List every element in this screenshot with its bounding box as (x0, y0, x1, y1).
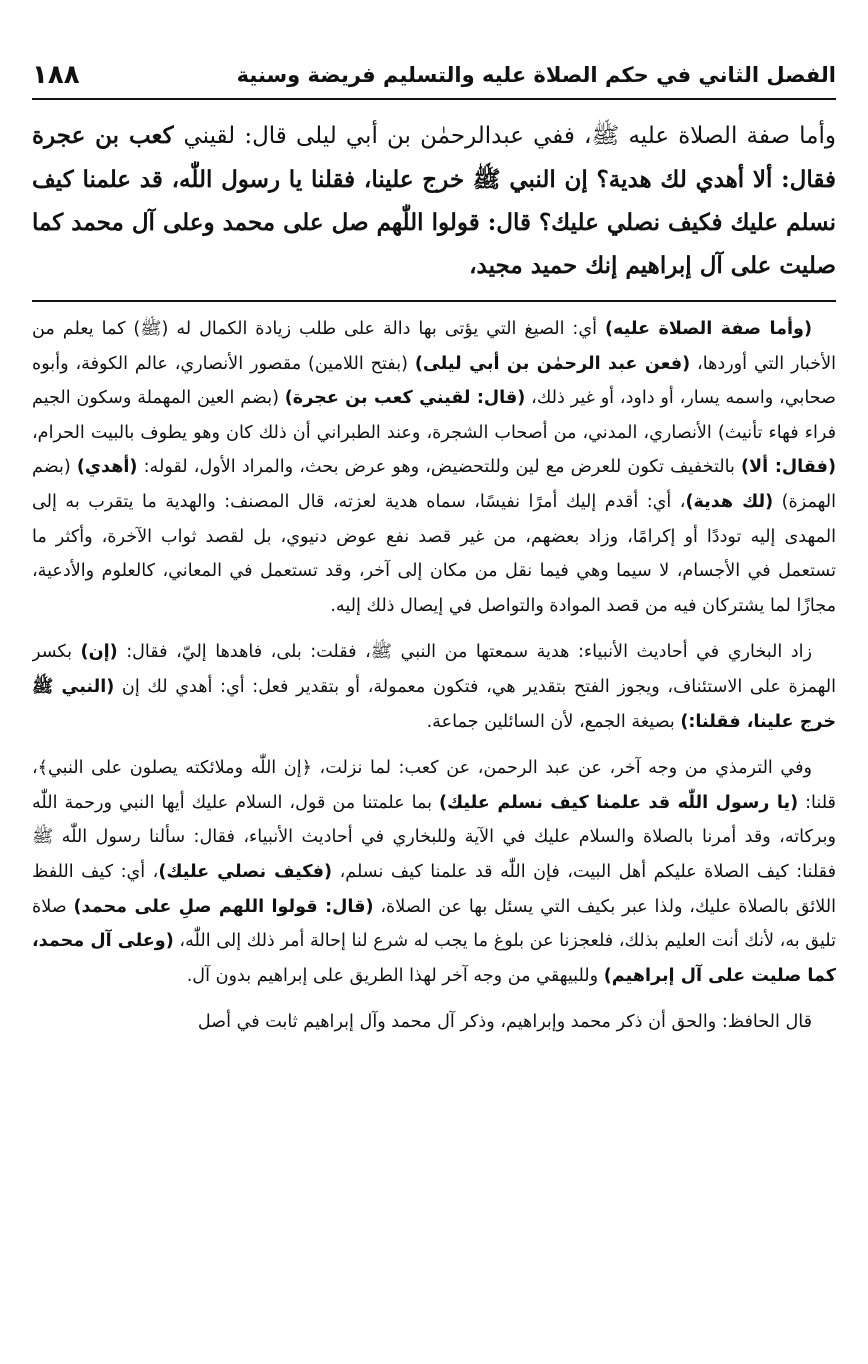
commentary-paragraph-1 (32, 312, 836, 623)
page-number: ١٨٨ (32, 60, 80, 90)
commentary-quoted-text: (فعن عبد الرحمٰن بن أبي ليلى) (414, 353, 691, 374)
commentary-text: زاد البخاري في أحاديث الأنبياء: هدية سمعتها من النبي ﷺ، فقلت: بلى، فاهدها إليّ، فقال: (117, 642, 812, 663)
commentary-quoted-text: (فقال: ألا) (741, 457, 836, 478)
commentary-quoted-text: (يا رسول اللّٰه قد علمنا كيف نسلم عليك) (439, 792, 799, 813)
commentary-quoted-text: (إن) (80, 642, 118, 663)
footnote-divider (32, 300, 836, 302)
commentary (32, 312, 836, 1352)
commentary-paragraph-2 (32, 635, 836, 739)
commentary-quoted-text: (النبي ﷺ خرج علينا، فقلنا:) (32, 676, 836, 732)
commentary-text: وفي الترمذي من وجه آخر، عن عبد الرحمن، عن كعب: لما نزلت، ﴿إن اللّٰه وملائكته يصلون على النبي﴾، قلنا: (32, 758, 836, 813)
commentary-paragraph-4 (32, 1005, 836, 1040)
commentary-quoted-text: (قال: لقيني كعب بن عجرة) (284, 388, 526, 409)
commentary-quoted-text: (لك هدية) (685, 491, 774, 512)
commentary-text: وللبيهقي من وجه آخر لهذا الطريق على إبراهيم بدون آل. (186, 965, 604, 986)
main-text-hadith: كعب بن عجرة فقال: ألا أهدي لك هدية؟ إن النبي ﷺ خرج علينا، فقلنا يا رسول اللّٰه، قد علمنا كيف نسلم عليك فكيف نصلي عليك؟ قال: قولوا اللّٰهم صل على محمد وعلى آل محمد كما صليت على آل إبراهيم إنك حميد مجيد، (32, 122, 836, 279)
chapter-title: الفصل الثاني في حكم الصلاة عليه والتسليم فريضة وسنية (236, 63, 836, 87)
commentary-text: (بضم الهمزة) (32, 457, 836, 512)
commentary-text: (بضم العين المهملة وسكون الجيم فراء فهاء تأنيث) الأنصاري، المدني، من أصحاب الشجرة، وعند الطبراني أن ذلك كان وهو يطوف بالبيت الحرام، (32, 388, 836, 443)
main-text (32, 114, 836, 286)
commentary-text: بالتخفيف تكون للعرض مع لين وللتحضيض، وهو عرض بحث، والمراد الأول، لقوله: (137, 457, 742, 478)
commentary-quoted-text: (قال: قولوا اللهم صلِ على محمد) (73, 896, 374, 917)
commentary-text: ، أي: كيف اللفظ اللائق بالصلاة عليك، ولذا عبر بكيف التي يسئل بها عن الصلاة، (32, 861, 836, 917)
commentary-quoted-text: (وأما صفة الصلاة عليه) (604, 319, 812, 339)
commentary-quoted-text: (أهدي) (76, 457, 138, 478)
commentary-text: بما علمتنا من قول، السلام عليك أيها النبي ورحمة اللّٰه وبركاته، وقد أمرنا بالصلاة والسلام عليك في الآية وللبخاري في أحاديث الأنبياء، فقال: سألنا رسول اللّٰه ﷺ فقلنا: كيف الصلاة عليكم أهل البيت، فإن اللّٰه قد علمنا كيف نسلم، (32, 792, 836, 882)
commentary-text: أي: الصيغ التي يؤتى بها دالة على طلب زيادة الكمال له (ﷺ) كما يعلم من الأخبار التي أوردها، (32, 319, 836, 374)
commentary-text: ، أي: أقدم إليك أمرًا نفيسًا، سماه هدية لعزته، قال المصنف: والهدية ما يتقرب به إلى المهدى إليه توددًا أو إكرامًا، وزاد بعضهم، من غير قصد نفع عوض دنيوي، بل لقصد ثواب الآخرة، وأكثر ما تستعمل في الأجسام، لا سيما وهي فيما نقل من مكان إلى آخر، وقد تستعمل في المعاني، كالعلوم والأدعية، مجازًا لما يشتركان فيه من قصد الموادة والتواصل في إيصال ذلك إليه. (32, 491, 836, 616)
commentary-text: صلاة تليق به، لأنك أنت العليم بذلك، فلعجزنا عن بلوغ ما يجب له شرع لنا إحالة أمر ذلك إلى اللّٰه، (32, 896, 836, 952)
page-header (32, 52, 836, 100)
commentary-paragraph-3 (32, 751, 836, 993)
commentary-text: بكسر الهمزة على الاستئناف، ويجوز الفتح بتقدير هي، فتكون معمولة، أو بتقدير فعل: أي: أهدي لك إن (32, 642, 836, 697)
main-text-intro: وأما صفة الصلاة عليه ﷺ، ففي عبدالرحمٰن بن أبي ليلى قال: لقيني (183, 123, 836, 149)
commentary-text: بصيغة الجمع، لأن السائلين جماعة. (426, 711, 681, 732)
commentary-text: قال الحافظ: والحق أن ذكر محمد وإبراهيم، وذكر آل محمد وآل إبراهيم ثابت في أصل (197, 1012, 812, 1033)
commentary-quoted-text: (وعلى آل محمد، كما صليت على آل إبراهيم) (32, 931, 836, 986)
commentary-quoted-text: (فكيف نصلي عليك) (158, 861, 333, 882)
commentary-text: (بفتح اللامين) مقصور الأنصاري، عالم الكوفة، وأبوه صحابي، واسمه يسار، أو داود، أو غير ذلك، (32, 353, 836, 409)
